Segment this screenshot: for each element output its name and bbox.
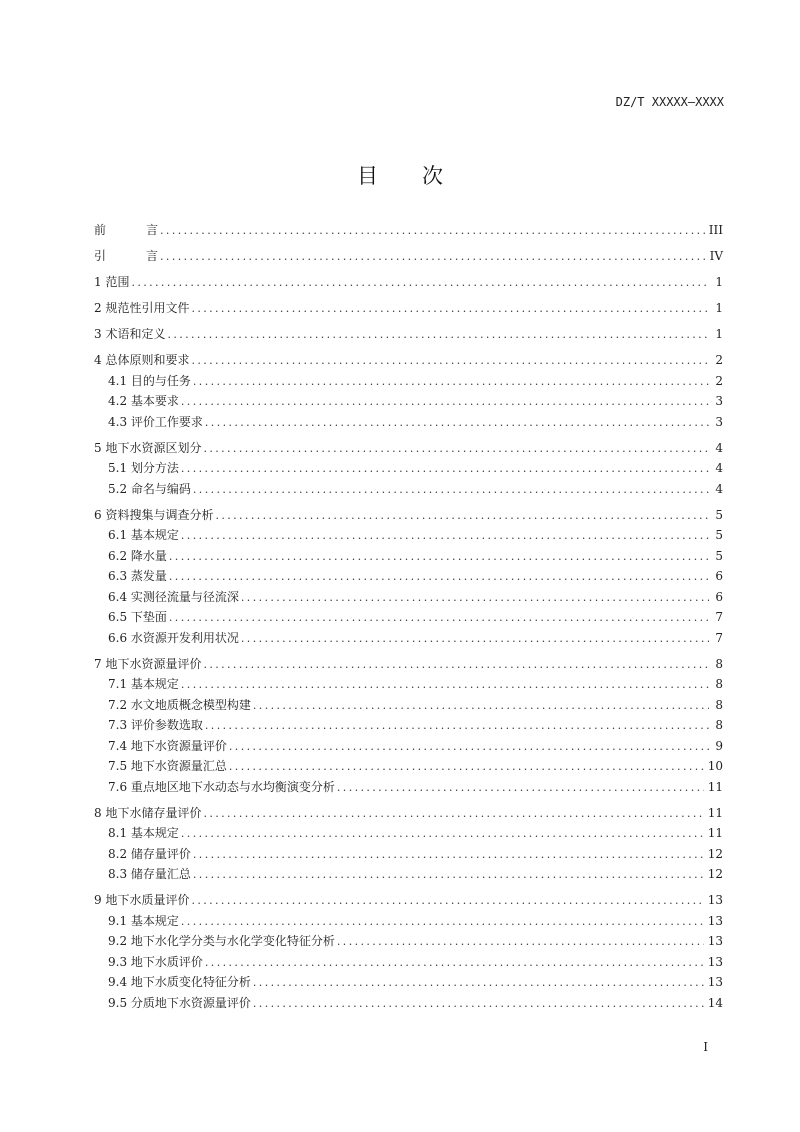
toc-page-number: 1: [715, 275, 723, 289]
toc-entry-section[interactable]: [94, 566, 723, 587]
toc-page-number: 12: [707, 867, 723, 881]
dot-leader: [169, 608, 709, 629]
toc-entry-section[interactable]: [94, 736, 723, 757]
toc-page-number: 5: [715, 507, 723, 522]
dot-leader: [229, 737, 709, 758]
toc-entry-chapter[interactable]: [94, 890, 723, 911]
document-code: DZ/T XXXXX—XXXX: [615, 95, 724, 109]
dot-leader: [203, 804, 703, 825]
toc-entry-chapter[interactable]: [94, 438, 723, 459]
dot-leader: [337, 778, 704, 799]
dot-leader: [205, 953, 704, 974]
toc-entry-label: 2 规范性引用文件: [94, 301, 190, 315]
toc-page-number: 4: [715, 440, 723, 455]
toc-label-char: 言: [146, 223, 159, 237]
page-number: I: [703, 1040, 708, 1054]
toc-entry-label: 5 地下水资源区划分: [94, 440, 202, 455]
toc-entry-label: 8.2 储存量评价: [108, 846, 191, 861]
dot-leader: [169, 547, 709, 568]
toc-entry-chapter[interactable]: [94, 246, 723, 267]
toc-entry-label: [94, 220, 160, 241]
toc-page-number: 1: [715, 327, 723, 341]
toc-page-number: 7: [715, 630, 723, 645]
toc-entry-label: 6.4 实测径流量与径流深: [108, 589, 239, 604]
toc-entry-label: 6.3 蒸发量: [108, 569, 167, 583]
toc-entry-chapter[interactable]: [94, 803, 723, 824]
dot-leader: [181, 675, 709, 696]
dot-leader: [229, 757, 704, 778]
toc-entry-chapter[interactable]: [94, 350, 723, 371]
toc-entry-section[interactable]: [94, 823, 723, 844]
toc-entry-label: 7.4 地下水资源量评价: [108, 738, 227, 753]
toc-page-number: 5: [715, 548, 723, 563]
toc-page-number: 11: [707, 779, 723, 794]
dot-leader: [193, 845, 704, 866]
dot-leader: [215, 506, 709, 527]
toc-entry-section[interactable]: [94, 715, 723, 736]
toc-page-number: 14: [707, 995, 723, 1010]
toc-entry-label: 4.1 目的与任务: [108, 373, 191, 388]
dot-leader: [167, 325, 709, 346]
toc-entry-section[interactable]: [94, 525, 723, 546]
title-char-1: 目: [357, 164, 378, 188]
toc-page-number: 13: [707, 934, 723, 948]
toc-entry-section[interactable]: [94, 695, 723, 716]
dot-leader: [191, 299, 709, 320]
toc-page-number: 12: [707, 846, 723, 861]
toc-entry-section[interactable]: [94, 777, 723, 798]
dot-leader: [160, 221, 705, 242]
toc-page-number: 2: [715, 373, 723, 388]
toc-entry-label: 4 总体原则和要求: [94, 353, 190, 367]
toc-entry-section[interactable]: [94, 674, 723, 695]
dot-leader: [160, 247, 706, 268]
toc-entry-chapter[interactable]: [94, 298, 723, 319]
dot-leader: [205, 413, 709, 434]
toc-entry-label: 7.6 重点地区地下水动态与水均衡演变分析: [108, 779, 335, 794]
toc-page-number: III: [708, 223, 723, 237]
toc-entry-label: 5.2 命名与编码: [108, 481, 191, 496]
dot-leader: [205, 716, 709, 737]
dot-leader: [191, 891, 703, 912]
toc-entry-label: 6.2 降水量: [108, 548, 167, 563]
toc-entry-section[interactable]: [94, 479, 723, 500]
toc-page-number: 8: [715, 677, 723, 691]
toc-page-number: 4: [715, 461, 723, 475]
toc-page-number: 3: [715, 414, 723, 429]
toc-entry-section[interactable]: [94, 844, 723, 865]
toc-entry-label: 8.3 储存量汇总: [108, 867, 191, 881]
toc-page-number: 13: [707, 893, 723, 907]
toc-page-number: 11: [707, 826, 723, 840]
toc-entry-label: 9.1 基本规定: [108, 913, 179, 928]
toc-entry-section[interactable]: [94, 993, 723, 1014]
dot-leader: [193, 865, 704, 886]
dot-leader: [241, 629, 709, 650]
toc-page-number: 13: [707, 975, 723, 989]
page-title: [0, 160, 800, 190]
dot-leader: [193, 372, 709, 393]
toc-page-number: 13: [707, 913, 723, 928]
toc-entry-section[interactable]: [94, 911, 723, 932]
toc-entry-section[interactable]: [94, 756, 723, 777]
toc-entry-label: 3 术语和定义: [94, 327, 166, 341]
toc-entry-section[interactable]: [94, 972, 723, 993]
toc-label-char: 前: [94, 223, 107, 237]
toc-entry-chapter[interactable]: [94, 505, 723, 526]
toc-entry-label: 7.1 基本规定: [108, 677, 179, 691]
toc-page-number: 3: [715, 394, 723, 408]
toc-entry-label: 6 资料搜集与调查分析: [94, 507, 214, 522]
toc-page-number: 9: [715, 738, 723, 753]
toc-page-number: 1: [715, 301, 723, 315]
dot-leader: [191, 351, 709, 372]
toc-page-number: 8: [715, 718, 723, 732]
toc-entry-section[interactable]: [94, 458, 723, 479]
toc-page-number: 13: [707, 954, 723, 969]
toc-page-number: 10: [707, 759, 723, 773]
dot-leader: [253, 696, 709, 717]
toc-entry-label: 6.5 下垫面: [108, 610, 167, 624]
dot-leader: [181, 912, 704, 933]
toc-entry-section[interactable]: [94, 628, 723, 649]
toc-entry-label: 9.3 地下水质评价: [108, 954, 203, 969]
toc-entry-label: 9.2 地下水化学分类与水化学变化特征分析: [108, 934, 335, 948]
toc-entry-label: 6.1 基本规定: [108, 528, 179, 542]
toc-entry-label: 5.1 划分方法: [108, 461, 179, 475]
toc-entry-chapter[interactable]: [94, 654, 723, 675]
toc-entry-section[interactable]: [94, 864, 723, 885]
title-char-2: 次: [422, 164, 443, 188]
toc-entry-label: 6.6 水资源开发利用状况: [108, 630, 239, 645]
toc-entry-label: 8 地下水储存量评价: [94, 805, 202, 820]
toc-entry-section[interactable]: [94, 412, 723, 433]
toc-entry-label: 7.2 水文地质概念模型构建: [108, 697, 251, 712]
toc-label-char: 引: [94, 249, 107, 263]
toc-entry-label: 9.5 分质地下水资源量评价: [108, 995, 251, 1010]
dot-leader: [169, 567, 709, 588]
dot-leader: [131, 273, 709, 294]
toc-entry-label: 8.1 基本规定: [108, 826, 179, 840]
toc-entry-section[interactable]: [94, 952, 723, 973]
toc-page-number: 2: [715, 353, 723, 367]
dot-leader: [203, 439, 709, 460]
toc-entry-label: 4.2 基本要求: [108, 394, 179, 408]
toc-entry-label: 7.5 地下水资源量汇总: [108, 759, 227, 773]
toc-page-number: 11: [707, 805, 723, 820]
toc-entry-label: 4.3 评价工作要求: [108, 414, 203, 429]
toc-page-number: 6: [715, 589, 723, 604]
toc-entry-section[interactable]: [94, 371, 723, 392]
toc-entry-section[interactable]: [94, 587, 723, 608]
toc-page-number: IV: [709, 249, 723, 263]
dot-leader: [253, 973, 704, 994]
toc-entry-section[interactable]: [94, 546, 723, 567]
toc-entry-chapter[interactable]: [94, 272, 723, 293]
toc-page-number: 6: [715, 569, 723, 583]
toc-entry-label: 7 地下水资源量评价: [94, 656, 202, 671]
dot-leader: [181, 459, 709, 480]
dot-leader: [181, 392, 709, 413]
dot-leader: [337, 932, 704, 953]
dot-leader: [253, 994, 704, 1015]
dot-leader: [181, 526, 709, 547]
toc-entry-section[interactable]: [94, 607, 723, 628]
toc-entry-label: 7.3 评价参数选取: [108, 718, 203, 732]
toc-entry-chapter[interactable]: [94, 220, 723, 241]
toc-entry-section[interactable]: [94, 931, 723, 952]
table-of-contents: [94, 220, 723, 1013]
toc-page-number: 7: [715, 610, 723, 624]
toc-entry-label: [94, 246, 160, 267]
toc-page-number: 5: [715, 528, 723, 542]
dot-leader: [193, 480, 709, 501]
toc-entry-label: 1 范围: [94, 275, 130, 289]
toc-page-number: 8: [715, 697, 723, 712]
dot-leader: [241, 588, 709, 609]
toc-entry-section[interactable]: [94, 391, 723, 412]
dot-leader: [203, 655, 709, 676]
dot-leader: [181, 824, 704, 845]
toc-entry-chapter[interactable]: [94, 324, 723, 345]
toc-label-char: 言: [146, 249, 159, 263]
toc-page-number: 8: [715, 656, 723, 671]
toc-page-number: 4: [715, 481, 723, 496]
toc-entry-label: 9.4 地下水质变化特征分析: [108, 975, 251, 989]
toc-entry-label: 9 地下水质量评价: [94, 893, 190, 907]
